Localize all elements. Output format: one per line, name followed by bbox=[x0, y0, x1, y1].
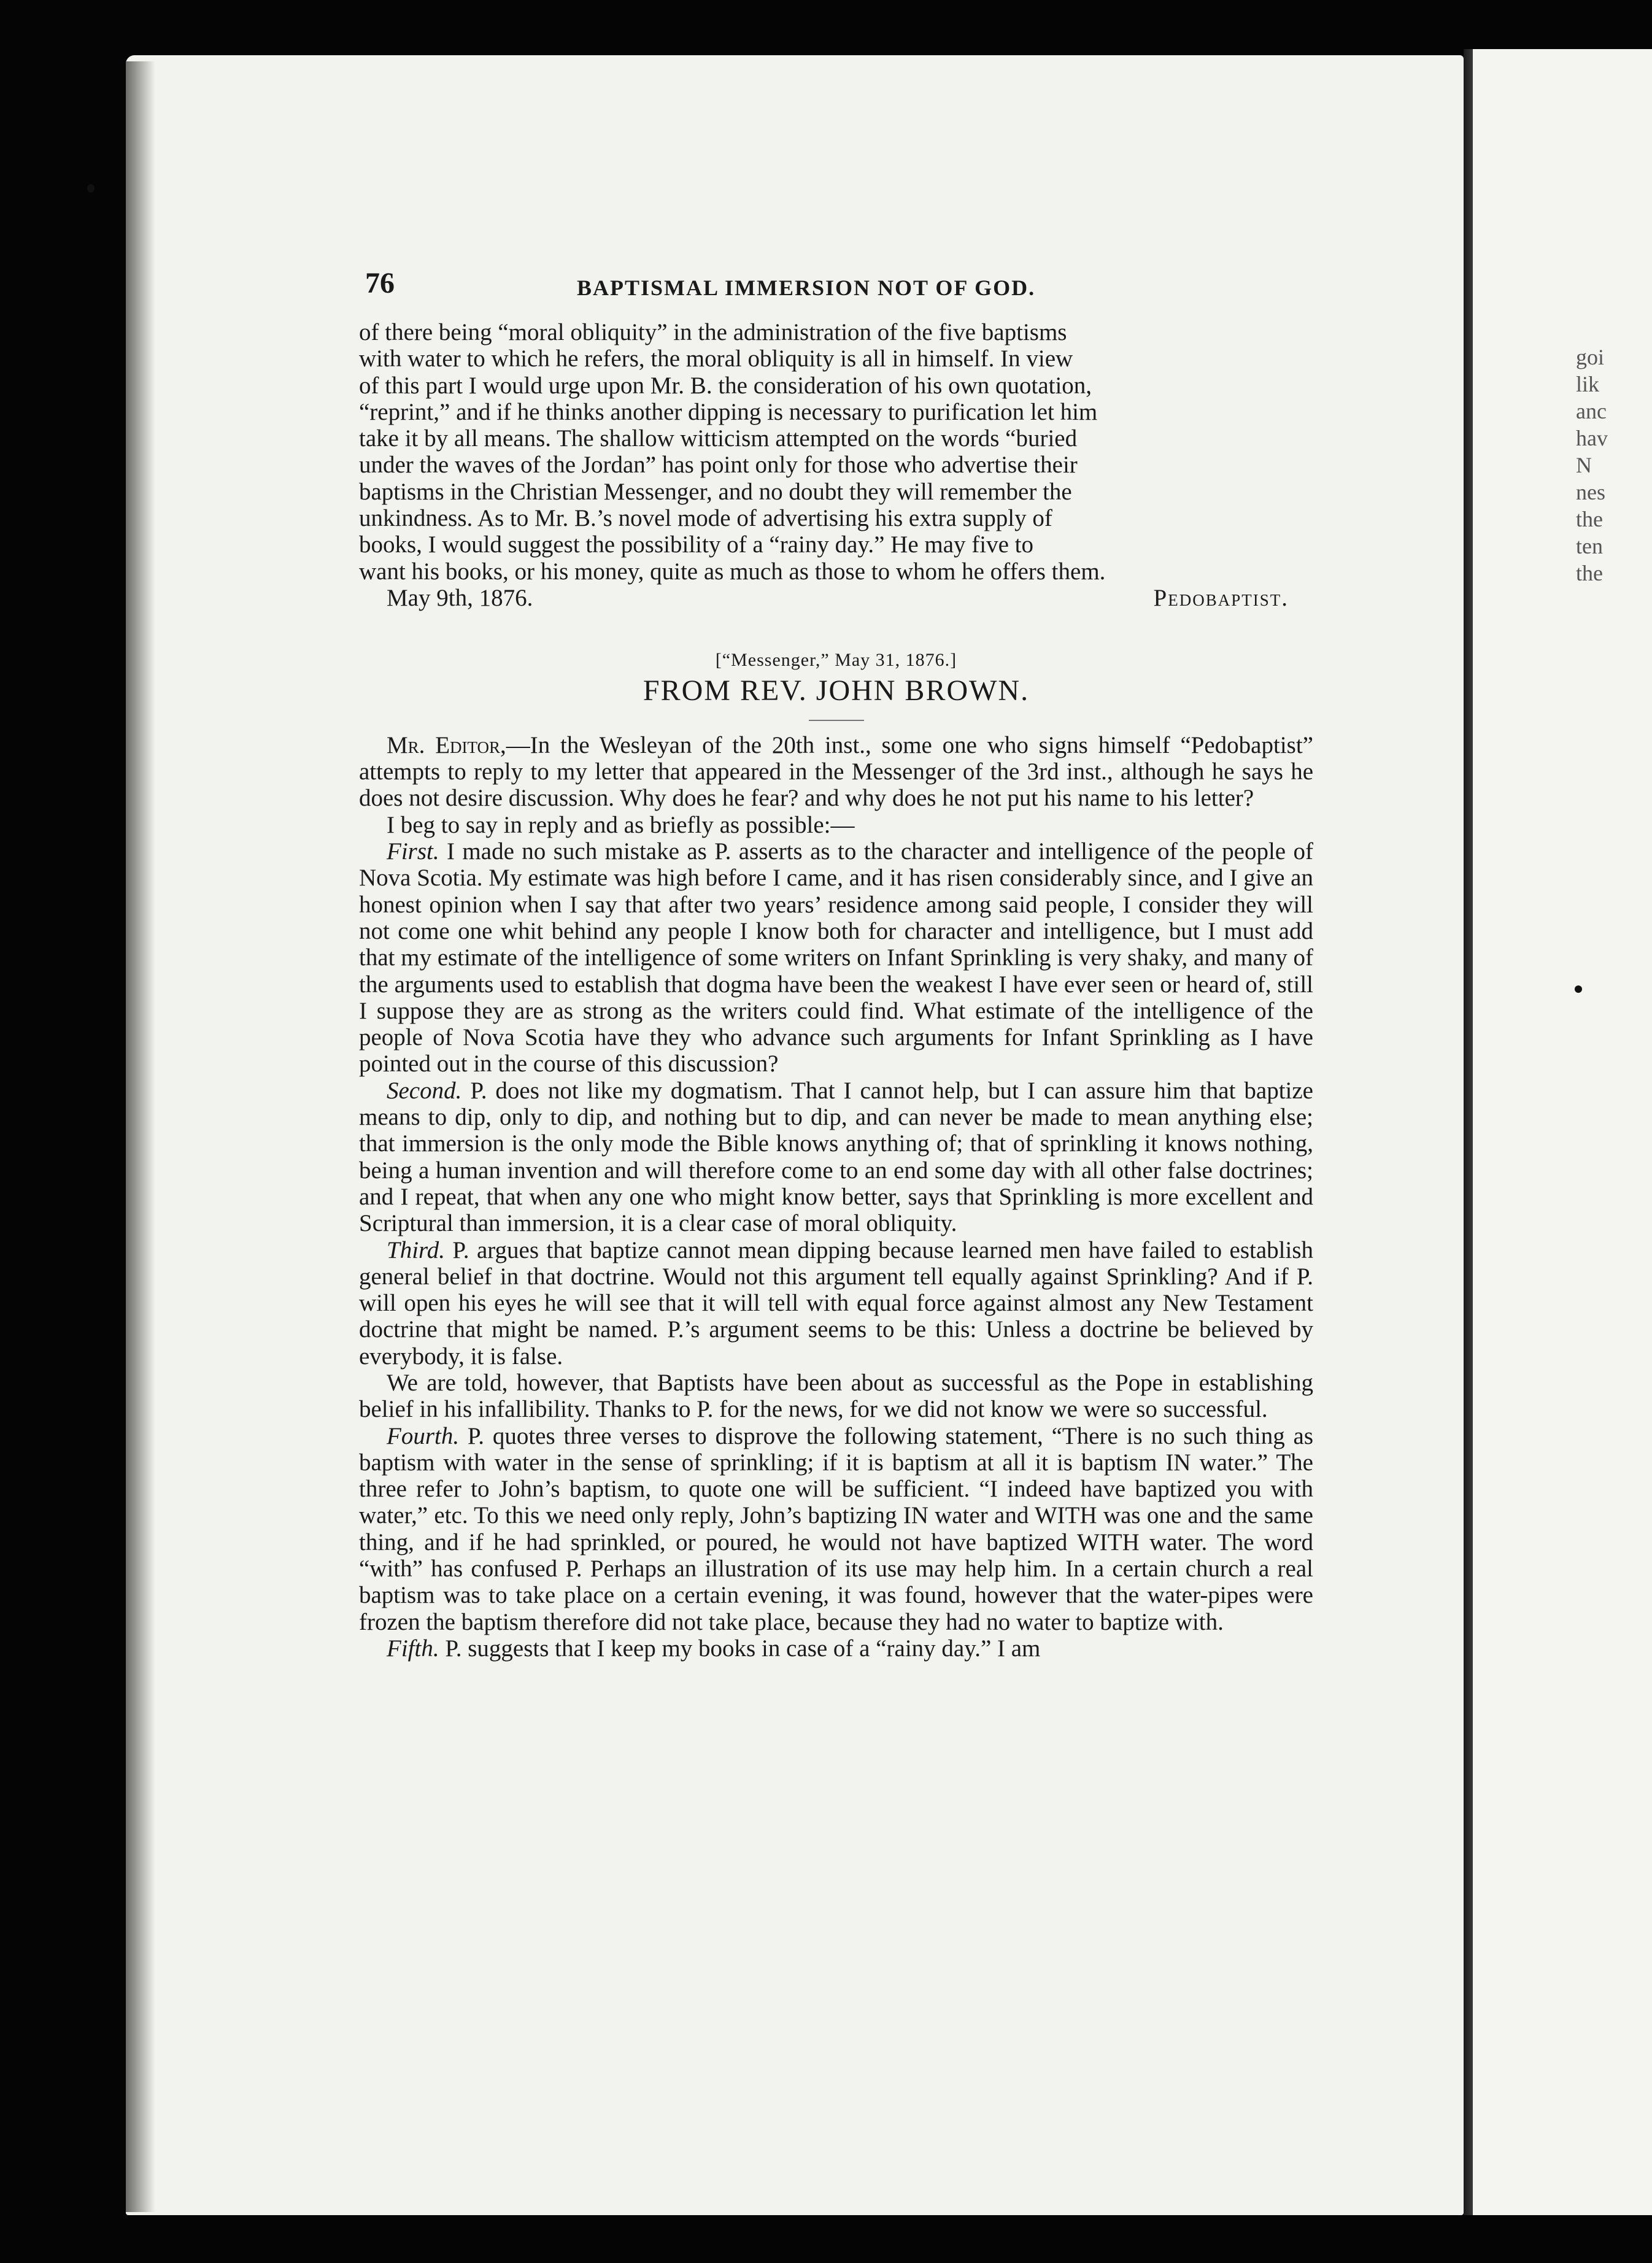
running-title: BAPTISMAL IMMERSION NOT OF GOD. bbox=[577, 276, 1036, 300]
enumerator: First. bbox=[387, 838, 439, 865]
text-line: want his books, or his money, quite as much as those to whom he offers them. bbox=[359, 558, 1106, 585]
letter-signature: Pedobaptist. bbox=[1153, 584, 1289, 611]
facing-fragment: the bbox=[1576, 507, 1603, 531]
article-paragraph bbox=[359, 812, 1313, 838]
text-line: baptisms in the Christian Messenger, and no doubt they will remember the bbox=[359, 478, 1072, 505]
facing-fragment: lik bbox=[1576, 372, 1600, 396]
letter-date: May 9th, 1876. bbox=[387, 584, 533, 611]
first-letter-continuation bbox=[359, 319, 1313, 611]
text-line: with water to which he refers, the moral obliquity is all in himself. In view bbox=[359, 345, 1073, 372]
paragraph-text: We are told, however, that Baptists have been about as successful as the Pope in establishing belief in his infallibility. Thanks to P. for the news, for we did not know we were so successful. bbox=[359, 1369, 1313, 1423]
facing-page-text bbox=[1576, 344, 1652, 587]
text-line: “reprint,” and if he thinks another dipping is necessary to purification let him bbox=[359, 398, 1098, 425]
page-content bbox=[359, 267, 1314, 1662]
page-gutter bbox=[1464, 49, 1473, 2215]
facing-fragment: N bbox=[1576, 453, 1592, 477]
page-binding-shadow bbox=[126, 61, 155, 2212]
salutation: Mr. Editor, bbox=[387, 731, 506, 758]
facing-fragment: anc bbox=[1576, 399, 1607, 423]
text-line: under the waves of the Jordan” has point only for those who advertise their bbox=[359, 452, 1078, 479]
dust-speck bbox=[87, 184, 95, 193]
article-paragraph bbox=[359, 1370, 1313, 1423]
paragraph-text: P. quotes three verses to disprove the following statement, “There is no such thing as baptism with water in the sense of sprinkling; if it is baptism at all it is baptism IN water.” The three refer to John’s baptism, to quote one will be sufficient. “I indeed have baptized you with water,” etc. To this we need only reply, John’s baptizing IN water and WITH was one and the same thing, and if he had sprinkled, or poured, he would not have baptized WITH water. The word “with” has confused P. Perhaps an illustration of its use may help him. In a certain church a real baptism was to take place on a certain evening, it was found, however that the water-pipes were frozen the baptism therefore did not take place, because they had no water to baptize with. bbox=[359, 1422, 1313, 1635]
text-line: unkindness. As to Mr. B.’s novel mode of advertising his extra supply of bbox=[359, 505, 1052, 532]
page-number: 76 bbox=[365, 267, 395, 299]
facing-fragment: ten bbox=[1576, 534, 1603, 558]
facing-fragment: nes bbox=[1576, 480, 1605, 504]
text-line: of this part I would urge upon Mr. B. the consideration of his own quotation, bbox=[359, 372, 1092, 399]
title-divider bbox=[809, 720, 864, 721]
enumerator: Fifth. bbox=[387, 1635, 439, 1662]
article-paragraph bbox=[359, 838, 1313, 1078]
article-paragraph bbox=[359, 1423, 1313, 1635]
article-paragraph bbox=[359, 1635, 1313, 1662]
facing-fragment: the bbox=[1576, 561, 1603, 585]
paragraph-text: I made no such mistake as P. asserts as to the character and intelligence of the people of Nova Scotia. My estimate was high before I came, and it has risen considerably since, and I give an honest opinion when I say that after two years’ residence among said people, I consider they will not come one whit behind any people I know both for character and intelligence, but I must add that my estimate of the intelligence of some writers on Infant Sprinkling is very shaky, and many of the arguments used to establish that dogma have been the weakest I have ever seen or heard of, still I suppose they are as strong as the writers could find. What estimate of the intelligence of the people of Nova Scotia have they who advance such arguments for Infant Sprinkling as I have pointed out in the course of this discussion? bbox=[359, 838, 1314, 1078]
paragraph-text: P. argues that baptize cannot mean dipping because learned men have failed to establish general belief in that doctrine. Would not this argument tell equally against Sprinkling? And if P. will open his eyes he will see that it will tell with equal force against almost any New Testament doctrine that might be named. P.’s argument seems to be this: Unless a doctrine be believed by everybody, it is false. bbox=[359, 1236, 1313, 1370]
article-paragraph bbox=[359, 1237, 1313, 1370]
enumerator: Fourth. bbox=[387, 1422, 460, 1449]
paragraph-text: P. does not like my dogmatism. That I cannot help, but I can assure him that baptize means to dip, only to dip, and nothing but to dip, and can never be made to mean anything else; that immersion is the only mode the Bible knows anything of; that of sprinkling it knows nothing, being a human invention and will therefore come to an end some day with all other false doctrines; and I repeat, that when any one who might know better, says that Sprinkling is more excellent and Scriptural than immersion, it is a clear case of moral obliquity. bbox=[359, 1077, 1313, 1237]
letter-signoff bbox=[359, 585, 1313, 611]
paragraph-text: —In the Wesleyan of the 20th inst., some one who signs himself “Pedobaptist” attempts to reply to my letter that appeared in the Messenger of the 3rd inst., although he says he does not desire discussion. Why does he fear? and why does he not put his name to his letter? bbox=[359, 731, 1313, 812]
facing-fragment: goi bbox=[1576, 345, 1605, 369]
enumerator: Second. bbox=[387, 1077, 462, 1104]
facing-fragment: hav bbox=[1576, 426, 1608, 450]
text-line: take it by all means. The shallow witticism attempted on the words “buried bbox=[359, 425, 1078, 452]
dust-speck bbox=[1575, 985, 1582, 993]
article-title: FROM REV. JOHN BROWN. bbox=[643, 674, 1030, 707]
article-paragraph bbox=[359, 1078, 1313, 1237]
running-header bbox=[359, 267, 1313, 307]
article-paragraph bbox=[359, 732, 1313, 812]
article-source: [“Messenger,” May 31, 1876.] bbox=[715, 650, 957, 671]
paragraph-text: I beg to say in reply and as briefly as possible:— bbox=[387, 811, 855, 838]
paragraph-text: P. suggests that I keep my books in case of a “rainy day.” I am bbox=[445, 1635, 1041, 1662]
enumerator: Third. bbox=[387, 1236, 446, 1263]
text-line: books, I would suggest the possibility of a “rainy day.” He may five to bbox=[359, 531, 1034, 558]
text-line: of there being “moral obliquity” in the administration of the five baptisms bbox=[359, 319, 1067, 345]
